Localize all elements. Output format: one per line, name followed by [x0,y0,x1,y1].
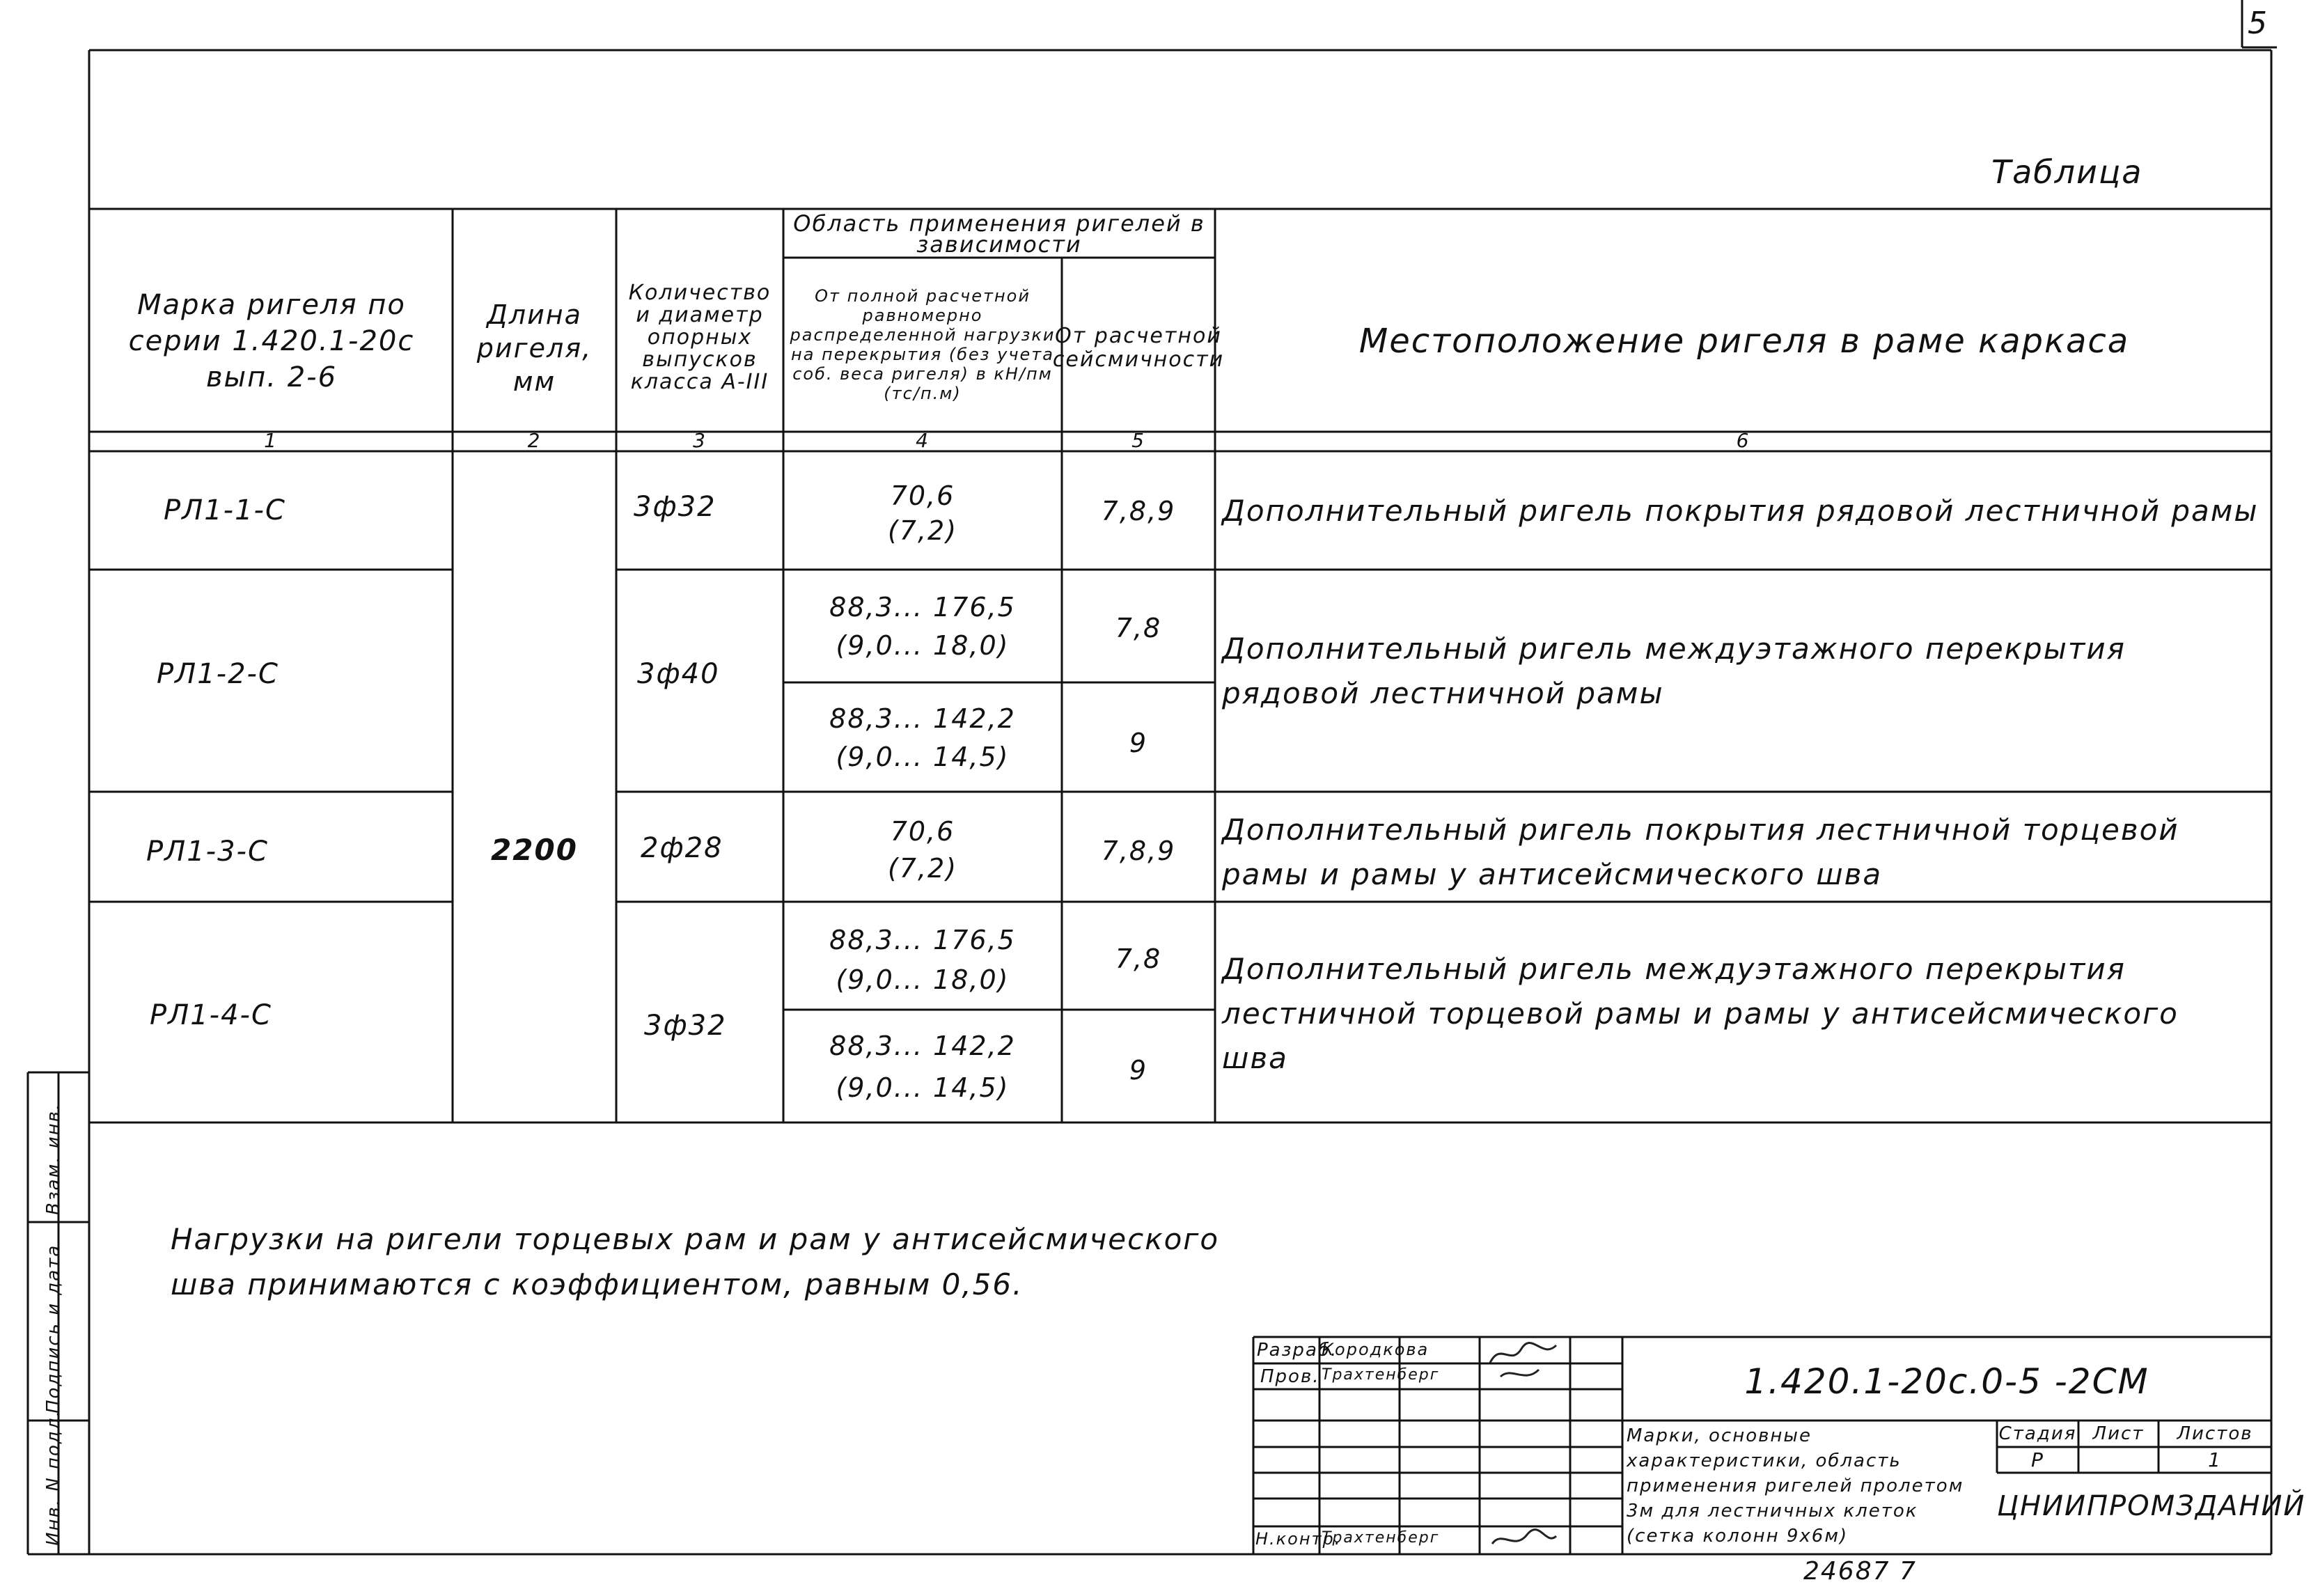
tb-nkontr-name: Трахтенберг [1322,1529,1440,1547]
page-number: 5 [2248,6,2269,41]
row-load-kn: 88,3... 176,5 [829,592,1016,623]
row-seismic: 7,8 [1115,944,1162,974]
row-seismic: 7,8,9 [1101,496,1176,526]
side-stamp-replace: Взам. инв. [43,1102,64,1215]
document-description: Марки, основные характеристики, область применения ригелей пролетом 3м для лестничных клеток (сетка колонн 9х6м) [1627,1425,1964,1547]
col-number: 2 [527,429,542,452]
header-seismic: От расчетной сейсмичности [1052,324,1225,372]
side-stamp-signature: Подпись и дата [43,1244,64,1414]
signature-icon [1487,1526,1563,1554]
row-seismic: 9 [1129,1055,1148,1086]
tb-prov-name: Трахтенберг [1322,1366,1440,1384]
row-location: Дополнительный ригель междуэтажного перекрытия лестничной торцевой рамы и рамы у антисейсмического шва [1222,952,2179,1075]
row-location: Дополнительный ригель покрытия лестничной торцевой рамы и рамы у антисейсмического шва [1222,813,2179,891]
table-title: Таблица [1991,153,2143,191]
signature-icon [1487,1338,1563,1387]
row-seismic: 9 [1129,728,1148,758]
row-mark: РЛ1-4-С [150,999,272,1031]
col-number: 3 [693,429,707,452]
tb-stage-label: Стадия [1998,1423,2077,1444]
note-line: шва принимаются с коэффициентом, равным 0,56. [171,1267,1024,1301]
tb-sheet-label: Лист [2092,1423,2145,1444]
tb-sheets-label: Листов [2177,1423,2253,1444]
organization-name: ЦНИИПРОМЗДАНИЙ [1997,1490,2306,1522]
row-mark: РЛ1-1-С [164,494,286,526]
row-seismic: 7,8 [1115,613,1162,643]
row-load-ts: (7,2) [887,853,958,884]
row-load-kn: 88,3... 142,2 [829,1031,1016,1061]
col-number: 1 [264,429,278,452]
row-load-ts: (9,0... 14,5) [836,1072,1010,1103]
header-mark: Марка ригеля по серии 1.420.1-20с вып. 2-6 [128,289,415,393]
row-load-kn: 70,6 [890,480,955,511]
row-load-ts: (7,2) [887,515,958,546]
bottom-number: 24687 7 [1803,1557,1917,1586]
row-load-ts: (9,0... 14,5) [836,742,1010,772]
row-load-kn: 88,3... 142,2 [829,703,1016,734]
row-load-kn: 88,3... 176,5 [829,925,1016,955]
col-number: 5 [1131,429,1145,452]
row-load-ts: (9,0... 18,0) [836,630,1010,661]
header-length: Длина ригеля, мм [476,299,593,397]
tb-sheets-value: 1 [2208,1448,2222,1471]
row-load-ts: (9,0... 18,0) [836,964,1010,995]
length-value: 2200 [491,832,578,867]
row-mark: РЛ1-3-С [146,836,269,868]
tb-stage-value: Р [2031,1448,2044,1471]
row-bars: 2ф28 [641,832,723,864]
row-load-kn: 70,6 [890,816,955,847]
row-bars: 3ф32 [634,491,716,523]
row-bars: 3ф40 [637,658,720,690]
tb-nkontr-label: Н.контр. [1255,1529,1342,1549]
row-location: Дополнительный ригель междуэтажного перекрытия рядовой лестничной рамы [1222,632,2126,710]
header-location: Местоположение ригеля в раме каркаса [1358,322,2130,361]
row-mark: РЛ1-2-С [157,658,279,690]
note-line: Нагрузки на ригели торцевых рам и рам у антисейсмического [171,1222,1220,1256]
header-load: От полной расчетной равномерно распределенной нагрузки на перекрытия (без учета соб. веса ригеля) в кН/пм (тс/п.м) [790,286,1056,403]
tb-razrab-label: Разраб. [1257,1340,1338,1361]
tb-prov-label: Пров. [1260,1366,1320,1387]
col-number: 4 [916,429,930,452]
side-stamp-inv: Инв. N подл. [43,1409,64,1546]
document-code: 1.420.1-20с.0-5 -2СМ [1744,1361,2149,1402]
row-location: Дополнительный ригель покрытия рядовой лестничной рамы [1222,494,2259,528]
col-number: 6 [1736,429,1750,452]
row-bars: 3ф32 [644,1010,727,1042]
header-application-area: Область применения ригелей в зависимости [793,210,1205,258]
row-seismic: 7,8,9 [1101,836,1176,866]
header-bars: Количество и диаметр опорных выпусков класса A-III [628,281,771,394]
tb-razrab-name: Кородкова [1322,1340,1429,1359]
